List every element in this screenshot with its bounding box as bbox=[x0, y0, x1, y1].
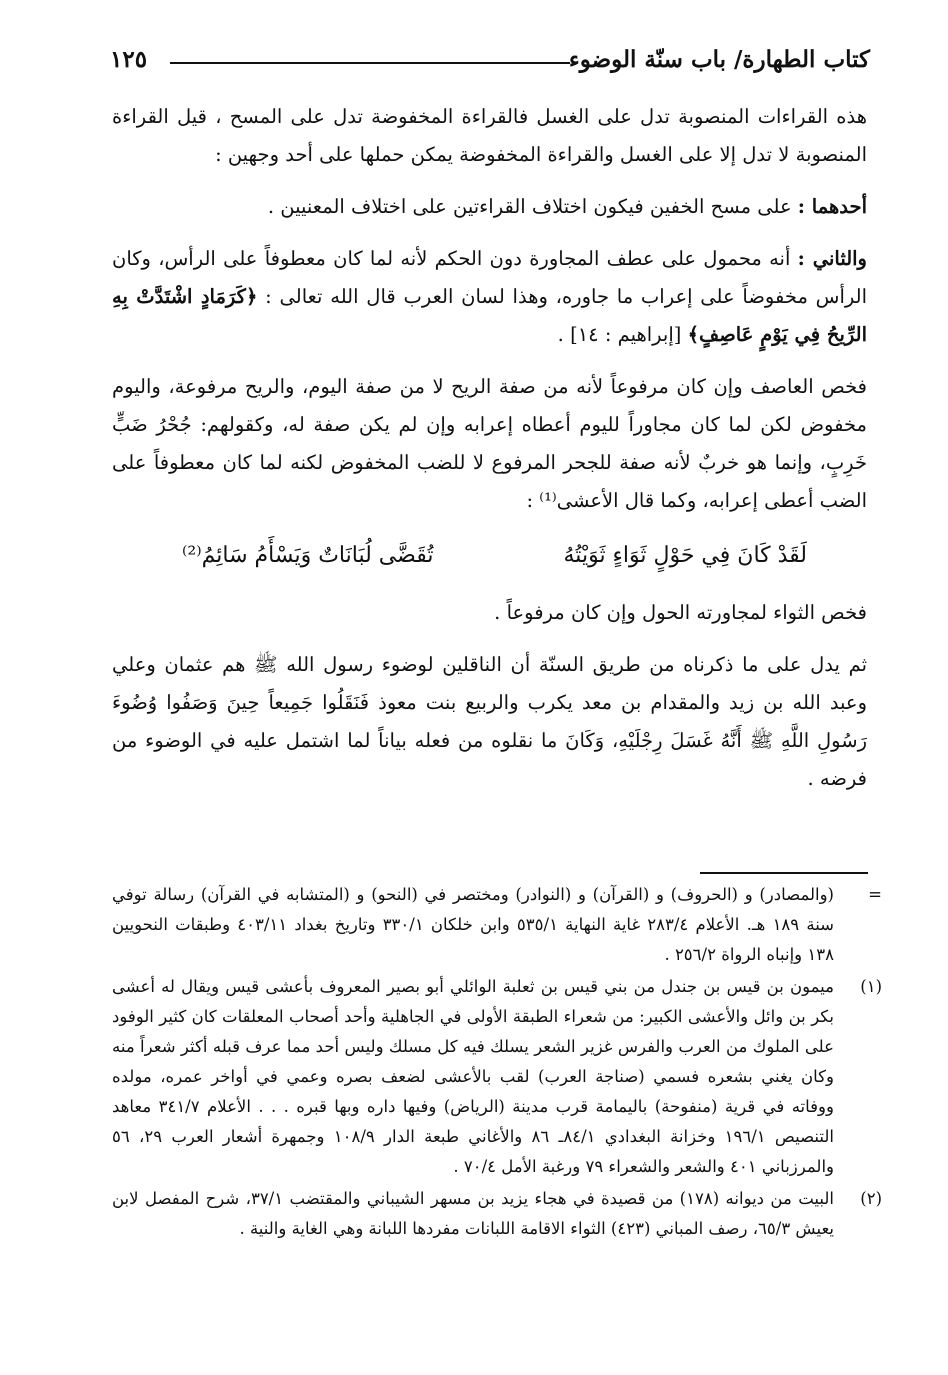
verse-second-hemistich: تُقَضَّى لُبَانَاتٌ وَيَسْأَمُ سَائِمُ⁽²⁾ bbox=[182, 543, 434, 568]
quran-verse: ﴿كَرَمَادٍ اشْتَدَّتْ بِهِ الرِّيحُ فِي يَوْمٍ عَاصِفٍ﴾ bbox=[112, 285, 867, 346]
header-rule bbox=[170, 62, 570, 64]
paragraph-2 bbox=[112, 188, 867, 226]
first-term-text: على مسح الخفين فيكون اختلاف القراءتين على اختلاف المعنيين . bbox=[267, 195, 792, 218]
footnote-marker: (٢) bbox=[860, 1189, 882, 1208]
verse-first-hemistich: لَقَدْ كَانَ فِي حَوْلٍ ثَوَاءٍ ثَوَيْتُهُ bbox=[563, 543, 807, 568]
paragraph-3 bbox=[112, 240, 867, 354]
footnote-text: البيت من ديوانه (١٧٨) من قصيدة في هجاء يزيد بن مسهر الشيباني والمقتضب ٣٧/١، شرح المفصل لابن يعيش ٦٥/٣، رصف المباني (٤٢٣) الثواء الاقامة اللبانات مفردها اللبانة وهي الغاية والنية . bbox=[112, 1189, 834, 1238]
footnotes bbox=[112, 880, 882, 1246]
footnote-text: (والمصادر) و (الحروف) و (القرآن) و (النوادر) ومختصر في (النحو) و (المتشابه في القرآن) رسالة توفي سنة ١٨٩ هـ. الأعلام ٢٨٣/٤ غاية النهاية ٥٣٥/١ وابن خلكان ٣٣٠/١ وتاريخ بغداد ٤٠٣/١١ وطبقات النحويين ١٣٨ وإنباه الرواة ٢٥٦/٢ . bbox=[112, 885, 835, 964]
footnote-2 bbox=[112, 1184, 882, 1244]
footnote-separator bbox=[700, 872, 868, 874]
first-term: أحدهما : bbox=[797, 195, 867, 218]
paragraph-5: فخص الثواء لمجاورته الحول وإن كان مرفوعاً . bbox=[494, 601, 867, 624]
paragraph-6: ثم يدل على ما ذكرناه من طريق السنّة أن الناقلين لوضوء رسول الله ﷺ هم عثمان وعلي وعبد الله بن زيد والمقدام بن معد يكرب والربيع بنت معوذ فَنَقَلُوا جَمِيعاً حِينَ وَصَفُوا وُضُوءَ رَسُولِ اللَّهِ ﷺ أَنَّهُ غَسَلَ رِجْلَيْهِ، وَكَانَ ما نقلوه من فعله بياناً لما اشتمل عليه في الوضوء من فرضه . bbox=[112, 653, 867, 790]
poetry-verse bbox=[112, 534, 867, 578]
paragraph-4: فخص العاصف وإن كان مرفوعاً لأنه من صفة الريح لا من صفة اليوم، والريح مرفوعة، واليوم مخفوض لكن لما كان مجاوراً لليوم أعطاه إعرابه وإن لم يكن صفة له، وكقولهم: جُحْرُ ضَبٍّ خَرِبٍ، وإنما هو خربٌ لأنه صفة للجحر المرفوع لا للضب المخفوض لكنه لما كان معطوفاً على الضب أعطى إعرابه، وكما قال الأعشى⁽¹⁾ : bbox=[112, 375, 867, 512]
paragraph-1: هذه القراءات المنصوبة تدل على الغسل فالقراءة المخفوضة تدل على المسح ، قيل القراءة المنصوبة لا تدل إلا على الغسل والقراءة المخفوضة يمكن حملها على أحد وجهين : bbox=[112, 105, 867, 166]
footnote-text: ميمون بن قيس بن جندل من بني قيس بن ثعلبة الوائلي أبو بصير المعروف بأعشى قيس ويقال له أعشى بكر بن وائل والأعشى الكبير: من شعراء الطبقة الأولى في الجاهلية وأحد أصحاب المعلقات كان كثير الوفود على الملوك من العرب والفرس غزير الشعر يسلك فيه كل مسلك وليس أحد مما عرف قبله أكثر شعراً منه وكان يغني بشعره فسمي (صناجة العرب) لقب بالأعشى لضعف بصره وعمي في أواخر عمره، مولده ووفاته في قرية (منفوحة) باليمامة قرب مدينة (الرياض) وفيها داره وبها قبره . . . الأعلام ٣٤١/٧ معاهد التنصيص ١٩٦/١ وخزانة البغدادي ٨٤/١ـ ٨٦ والأغاني طبعة الدار ١٠٨/٩ وجمهرة أشعار العرب ٢٩، ٥٦ والمرزباني ٤٠١ والشعر والشعراء ٧٩ ورغبة الأمل ٧٠/٤ . bbox=[112, 977, 834, 1176]
running-title: كتاب الطهارة/ باب سنّة الوضوء bbox=[568, 46, 870, 73]
main-text bbox=[112, 98, 867, 812]
quran-reference: [إبراهيم : ١٤] . bbox=[557, 323, 682, 346]
page-number: ١٢٥ bbox=[110, 46, 148, 73]
footnote-1 bbox=[112, 972, 882, 1182]
second-term: والثاني : bbox=[797, 247, 867, 270]
second-term-text: أنه محمول على عطف المجاورة دون الحكم لأنه لما كان معطوفاً على الرأس، وكان الرأس مخفوضاً على إعراب ما جاوره، وهذا لسان العرب قال الله تعالى : bbox=[112, 247, 867, 308]
footnote-continued bbox=[112, 880, 882, 970]
footnote-marker: (١) bbox=[860, 977, 882, 996]
page-header bbox=[110, 40, 870, 80]
footnote-marker: = bbox=[868, 885, 882, 904]
